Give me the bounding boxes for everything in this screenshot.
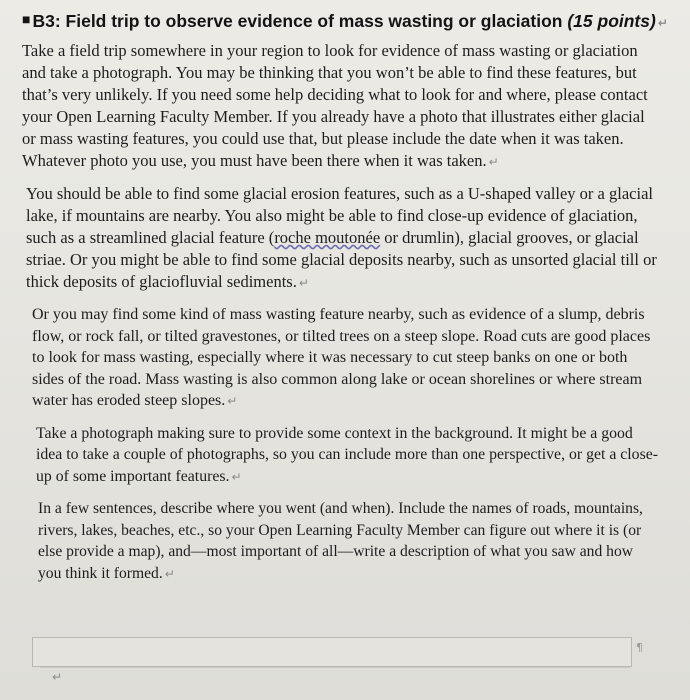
section-heading <box>22 8 668 34</box>
heading-title: B3: Field trip to observe evidence of mass wasting or glaciation <box>32 11 563 31</box>
paragraph-mass-wasting: Or you may find some kind of mass wasting feature nearby, such as evidence of a slump, debris flow, or rock fall, or tilted gravestones, or tilted trees on a steep slope. Road cuts are good places to look for mass wasting, especially where it was necessary to cut steep banks on one or both sides of the road. Mass wasting is also common along lake or ocean shorelines or where stream water has eroded steep slopes. ↵ <box>32 306 651 409</box>
roche-moutonee-term: roche moutonée <box>274 228 381 247</box>
heading-bullet: ■ <box>22 11 31 27</box>
paragraph-description: In a few sentences, describe where you went (and when). Include the names of roads, mountains, rivers, lakes, beaches, etc., so your Open Learning Faculty Member can figure out where it is (or else provide a map), and—most important of all—write a description of what you saw and how you think it formed. ↵ <box>38 500 643 582</box>
heading-points: (15 points) <box>567 11 656 31</box>
answer-line <box>40 667 630 668</box>
answer-paragraph-mark: ↵ <box>52 670 63 684</box>
paragraph-mark: ↵ <box>657 16 668 30</box>
paragraph-field-trip: Take a field trip somewhere in your region to look for evidence of mass wasting or glaciation and take a photograph. You may be thinking that you won’t be able to find these features, but that’s very unlikely. If you need some help deciding what to look for and where, please contact your Open Learning Faculty Member. If you already have a photo that illustrates either glacial or mass wasting features, you could use that, but please include the date when it was taken. Whatever photo you use, you must have been there when it was taken. ↵ <box>22 41 648 170</box>
paragraph-glacial-features: You should be able to find some glacial erosion features, such as a U-shaped valley or a glacial lake, if mountains are nearby. You also might be able to find close-up evidence of glaciation, such as a streamlined glacial feature (roche moutonée or drumlin), glacial grooves, or glacial striae. Or you might be able to find some glacial deposits nearby, such as unsorted glacial till or thick deposits of glaciofluvial sediments. ↵ <box>26 184 657 291</box>
answer-text-box[interactable] <box>32 637 632 667</box>
paragraph-photograph: Take a photograph making sure to provide some context in the background. It might be a good idea to take a couple of photographs, so you can include more than one perspective, or get a close-up of some important features. ↵ <box>36 424 659 485</box>
answer-box-corner-mark: ¶ <box>636 641 643 654</box>
